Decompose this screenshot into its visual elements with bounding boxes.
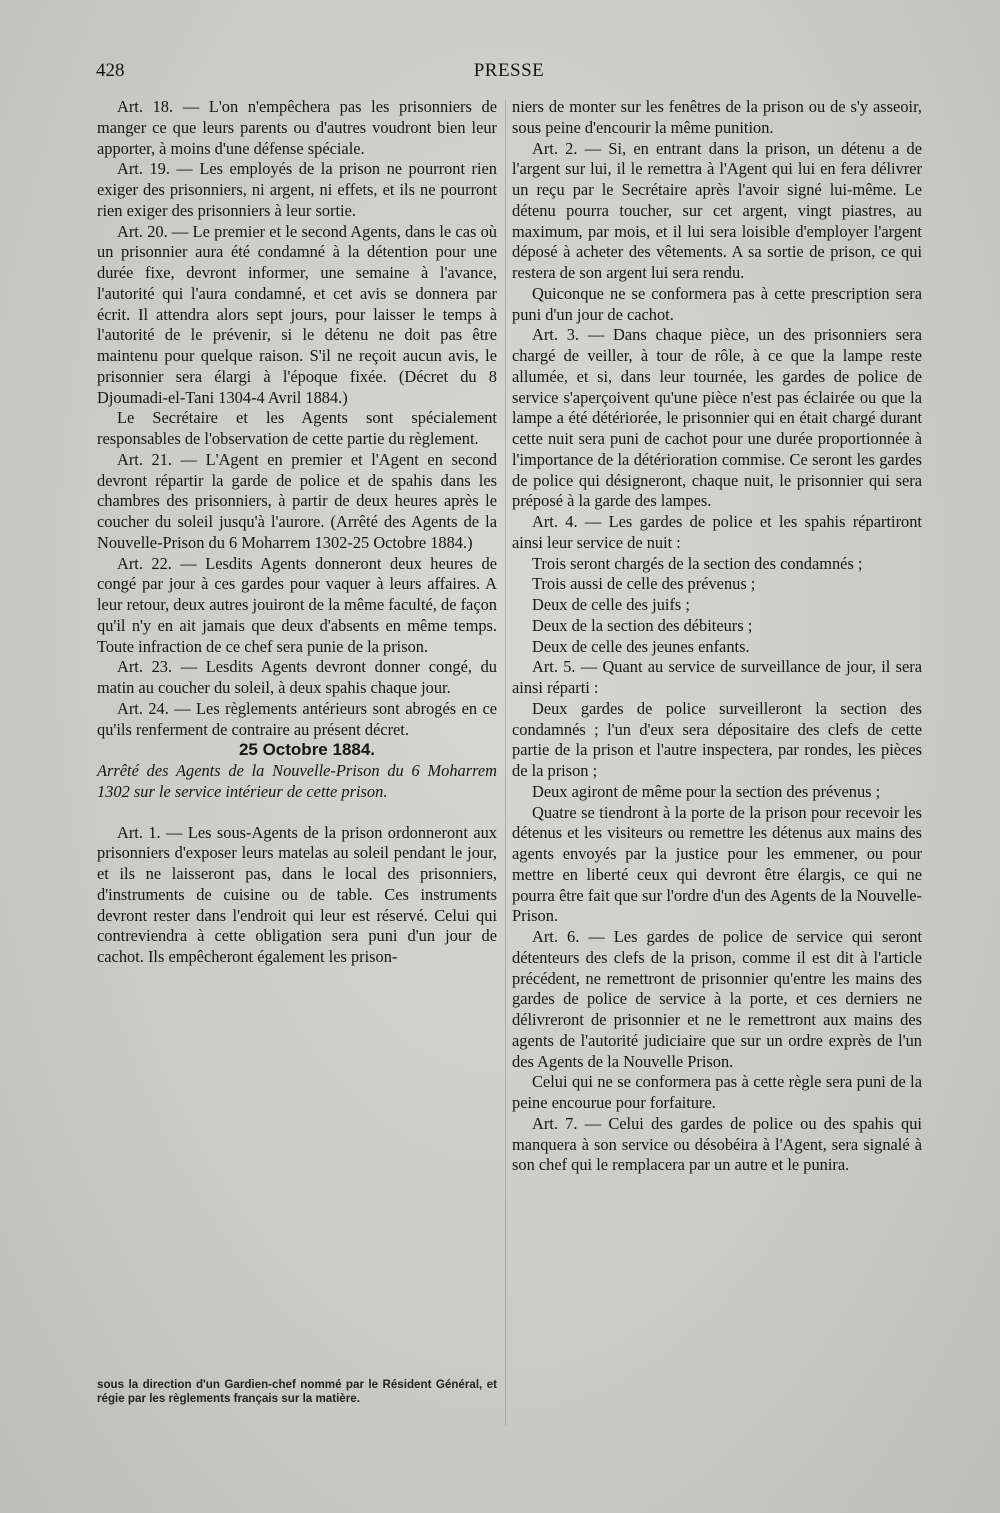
running-title: PRESSE	[473, 60, 545, 81]
list-item: Deux de la section des débiteurs ;	[532, 615, 753, 635]
article-6-penalty: Celui qui ne se conformera pas à cette règle sera puni de la peine encourue pour forfaiture.	[512, 1072, 922, 1112]
new-article-1: Art. 1. — Les sous-Agents de la prison ordonneront aux prisonniers d'exposer leurs matelas au soleil pendant le jour, et ils ne laisseront pas, dans le local des prisonniers, d'instruments de cuisine ou de table. Ces instruments devront rester dans l'endroit qui leur est réservé. Celui qui contreviendra à cette obligation sera puni d'un jour de cachot. Ils empêcheront également les prison-	[97, 822, 497, 966]
list-item: Trois aussi de celle des prévenus ;	[532, 574, 756, 594]
article-23: Art. 23. — Lesdits Agents devront donner congé, du matin au coucher du soleil, à deux spahis chaque jour.	[97, 657, 497, 697]
date-heading: 25 Octobre 1884.	[238, 740, 376, 760]
footnote: sous la direction d'un Gardien-chef nommé par le Résident Général, et régie par les règlements français sur la matière.	[97, 1378, 497, 1405]
new-article-2: Art. 2. — Si, en entrant dans la prison, un détenu a de l'argent sur lui, il le remettra à l'Agent qui lui en fera délivrer un reçu par le Secrétaire après l'avoir signé lui-même. Le détenu pourra toucher, sur cet argent, vingt piastres, au maximum, par mois, et il lui sera loisible d'employer l'argent déposé à acheter des vêtements. A sa sortie de prison, ce qui restera de son argent lui sera rendu.	[512, 138, 922, 282]
article-22: Art. 22. — Lesdits Agents donneront deux heures de congé par jour à ces gardes pour vaquer à leurs affaires. A leur retour, deux autres jouiront de la même faculté, de façon qu'il n'y en ait jamais que deux d'absents en même temps. Toute infraction de ce chef sera punie de la prison.	[97, 553, 497, 656]
article-21: Art. 21. — L'Agent en premier et l'Agent en second devront répartir la garde de police et de spahis dans les chambres des prisonniers, à partir de deux heures après le coucher du soleil jusqu'à l'aurore. (Arrêté des Agents de la Nouvelle-Prison du 6 Moharrem 1302-25 Octobre 1884.)	[97, 449, 497, 552]
new-article-6: Art. 6. — Les gardes de police de service qui seront détenteurs des clefs de la prison, comme il est dit à l'article précédent, ne remettront de prisonnier qu'entre les mains des gardes de police de service à la porte, et ces derniers ne délivreront de prisonnier et ne le remettront aux mains des agents de l'autorité judiciaire que sur un ordre exprès de l'un des Agents de la Nouvelle Prison.	[512, 927, 922, 1071]
article-20: Art. 20. — Le premier et le second Agents, dans le cas où un prisonnier aura été condamné à la détention pour une durée fixe, devront informer, une semaine à l'avance, l'autorité qui l'aura condamné, et cet avis se donnera par écrit. Il attendra alors sept jours, pour laisser le temps à l'autorité de le prévenir, si le détenu ne doit pas être maintenu pour quelque raison. S'il ne reçoit aucun avis, le prisonnier sera élargi à l'époque fixée. (Décret du 8 Djoumadi-el-Tani 1304-4 Avril 1884.)	[97, 221, 497, 407]
new-article-3: Art. 3. — Dans chaque pièce, un des prisonniers sera chargé de veiller, à tour de rôle, à ce que la lampe reste allumée, et si, dans leur tournée, les gardes de police de service s'aperçoivent qu'une pièce n'est pas éclairée ou que la lampe a été détériorée, le prisonnier qui en était chargé durant cette nuit sera puni de cachot pour une durée proportionnée à l'importance de la détérioration commise. Ce seront les gardes de police qui désigneront, chaque nuit, le prisonnier qui sera préposé à la garde des lampes.	[512, 325, 922, 511]
article-19: Art. 19. — Les employés de la prison ne pourront rien exiger des prisonniers, ni argent, ni effets, et ils ne pourront rien exiger des prisonniers à leur sortie.	[97, 159, 497, 220]
list-item: Deux agiront de même pour la section des prévenus ;	[532, 781, 881, 801]
article-18: Art. 18. — L'on n'empêchera pas les prisonniers de manger ce que leurs parents ou d'autres voudront bien leur apporter, à moins d'une défense spéciale.	[97, 97, 497, 158]
decree-title: Arrêté des Agents de la Nouvelle-Prison du 6 Moharrem 1302 sur le service intérieur de cette prison.	[97, 761, 497, 801]
right-column	[512, 97, 922, 1427]
page-number: 428	[96, 60, 125, 81]
article-1-continued: niers de monter sur les fenêtres de la prison ou de s'y asseoir, sous peine d'encourir la même punition.	[512, 97, 922, 137]
article-2-penalty: Quiconque ne se conformera pas à cette prescription sera puni d'un jour de cachot.	[512, 283, 922, 324]
list-item: Deux de celle des jeunes enfants.	[532, 636, 750, 656]
list-item: Quatre se tiendront à la porte de la prison pour recevoir les détenus et les visiteurs ou remettre les détenus aux mains des agents envoyés par la justice pour les emmener, ou pour mettre en liberté ceux qui devront être élargis, ce qui ne pourra être fait que sur l'ordre d'un des Agents de la Nouvelle-Prison.	[512, 802, 922, 926]
new-article-7: Art. 7. — Celui des gardes de police ou des spahis qui manquera à son service ou désobéira à l'Agent, sera signalé à son chef qui le remplacera par un autre et le punira.	[512, 1113, 922, 1175]
article-20-note: Le Secrétaire et les Agents sont spécialement responsables de l'observation de cette partie du règlement.	[97, 408, 497, 448]
new-article-4: Art. 4. — Les gardes de police et les spahis répartiront ainsi leur service de nuit :	[512, 512, 922, 552]
list-item: Deux gardes de police surveilleront la section des condamnés ; l'un d'eux sera dépositaire des clefs de cette partie de la prison et l'autre inspectera, par rondes, les pièces de la prison ;	[512, 698, 922, 780]
new-article-5: Art. 5. — Quant au service de surveillance de jour, il sera ainsi réparti :	[512, 657, 922, 697]
left-column	[97, 97, 497, 1387]
list-item: Deux de celle des juifs ;	[532, 595, 690, 614]
list-item: Trois seront chargés de la section des condamnés ;	[532, 553, 863, 573]
column-divider	[505, 100, 506, 1425]
page-header	[96, 60, 922, 88]
article-24: Art. 24. — Les règlements antérieurs sont abrogés en ce qu'ils renferment de contraire au présent décret.	[97, 698, 497, 739]
